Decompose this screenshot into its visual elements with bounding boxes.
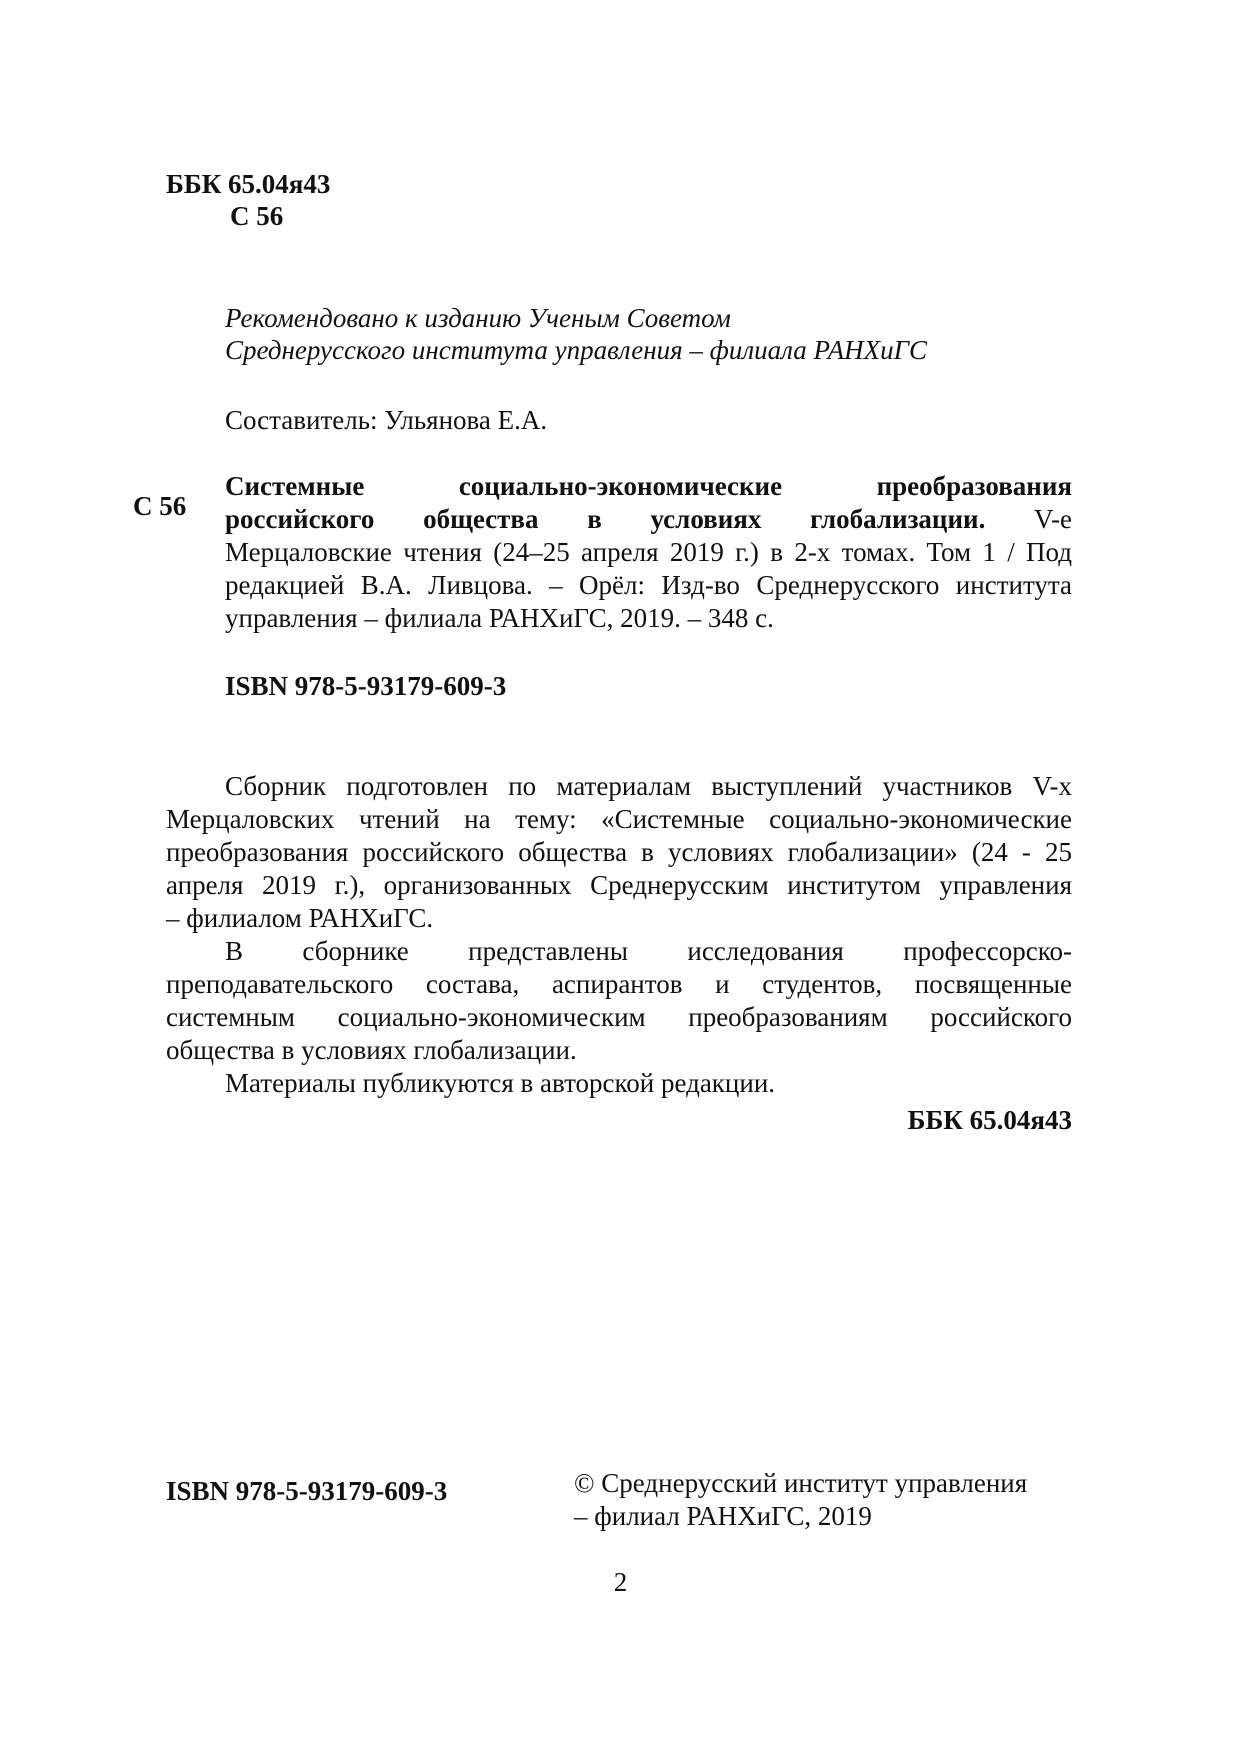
abstract-line: апреля 2019 г.), организованных Среднерусским институтом управления (166, 870, 1072, 900)
bib-line: редакцией В.А. Ливцова. – Орёл: Изд-во Среднерусского института (225, 570, 1072, 600)
abstract-line: Сборник подготовлен по материалам выступлений участников V-х (225, 771, 1072, 801)
bib-line: Мерцаловские чтения (24–25 апреля 2019 г.) в 2-х томах. Том 1 / Под (225, 537, 1072, 567)
bbk-code: ББК 65.04я43 (166, 169, 331, 199)
isbn: ISBN 978-5-93179-609-3 (225, 671, 507, 701)
abstract-line: Материалы публикуются в авторской редакции. (225, 1068, 776, 1098)
author-sign: С 56 (230, 201, 284, 231)
bib-title-line: российского общества в условиях глобализации. V-е (225, 504, 1073, 534)
abstract-line: В сборнике представлены исследования профессорско- (225, 936, 1072, 966)
compiler: Составитель: Ульянова Е.А. (225, 405, 548, 435)
copyright (574, 1467, 1027, 1533)
isbn-footer: ISBN 978-5-93179-609-3 (166, 1476, 448, 1506)
author-sign-side: С 56 (133, 491, 187, 521)
abstract (166, 770, 1072, 1100)
abstract-line: Мерцаловских чтений на тему: «Системные социально-экономические (166, 804, 1072, 834)
bib-line: управления – филиала РАНХиГС, 2019. – 348 с. (225, 603, 774, 633)
abstract-line: общества в условиях глобализации. (166, 1035, 577, 1065)
abstract-line: – филиалом РАНХиГС. (166, 903, 434, 933)
abstract-line: системным социально-экономическим преобразованиям российского (166, 1002, 1072, 1032)
bib-title-line: Системные социально-экономические преобразования (225, 471, 1073, 501)
recommendation-line: Среднерусского института управления – филиала РАНХиГС (225, 335, 927, 365)
abstract-line: преобразования российского общества в условиях глобализации» (24 - 25 (166, 837, 1072, 867)
page-number: 2 (613, 1567, 628, 1597)
bibliographic-description (225, 470, 1072, 635)
recommendation-line: Рекомендовано к изданию Ученым Советом (225, 303, 731, 333)
bbk-code-bottom: ББК 65.04я43 (907, 1105, 1072, 1135)
abstract-line: преподавательского состава, аспирантов и студентов, посвященные (166, 969, 1072, 999)
recommendation-note (225, 302, 927, 366)
copyright-line: © Среднерусский институт управления (574, 1468, 1028, 1498)
copyright-line: – филиал РАНХиГС, 2019 (574, 1501, 872, 1531)
